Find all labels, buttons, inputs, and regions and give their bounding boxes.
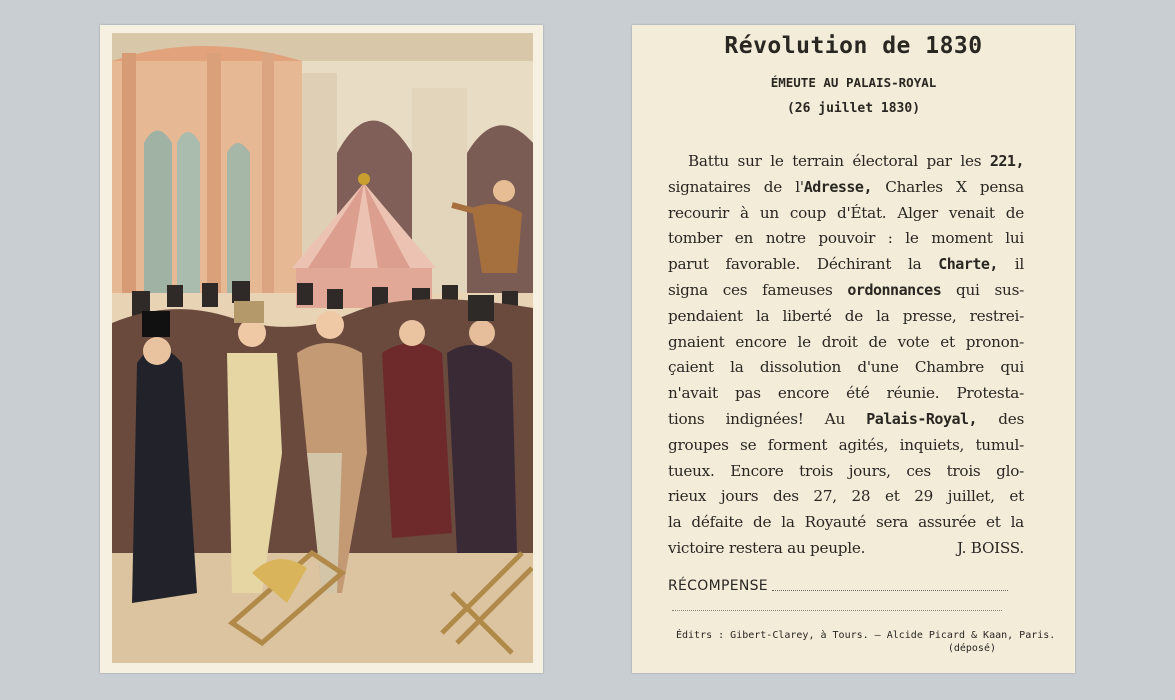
body-line: tions indignées! Au Palais-Royal, des: [668, 409, 1024, 428]
card-subtitle: ÉMEUTE AU PALAIS-ROYAL: [770, 75, 937, 90]
body-line: parut favorable. Déchirant la Charte, il: [668, 255, 1025, 274]
body-line: tomber en notre pouvoir : le moment lui: [668, 229, 1024, 248]
body-line: signa ces fameuses ordonnances qui sus-: [668, 280, 1024, 299]
body-line: recourir à un coup d'État. Alger venait de: [668, 203, 1024, 222]
reward-line: [668, 578, 1008, 594]
body-line: çaient la dissolution d'une Chambre qui: [668, 358, 1024, 377]
card-title: Révolution de 1830: [724, 33, 983, 59]
body-line: tueux. Encore trois jours, ces trois glo-: [668, 461, 1024, 480]
body-line: la défaite de la Royauté sera assurée et la: [668, 513, 1024, 532]
body-line: signataires de l'Adresse, Charles X pensa: [668, 177, 1024, 196]
body-line: n'avait pas encore été réunie. Protesta-: [668, 384, 1024, 403]
publisher-imprint: [676, 629, 1056, 655]
body-text: [668, 149, 1024, 562]
text-card: [632, 25, 1075, 673]
reward-dots: [772, 590, 1008, 591]
signature: J. BOISS.: [956, 538, 1024, 557]
deposit-mark: (déposé): [947, 643, 996, 654]
body-line: Battu sur le terrain électoral par les 221,: [688, 152, 1024, 170]
body-line: groupes se forment agités, inquiets, tumul-: [668, 435, 1024, 454]
reward-label: RÉCOMPENSE: [668, 578, 768, 594]
body-line: rieux jours des 27, 28 et 29 juillet, et: [668, 487, 1024, 506]
illustration-card: [100, 25, 543, 673]
publisher-line: Éditrs : Gibert-Clarey, à Tours. — Alcide Picard & Kaan, Paris.: [676, 630, 1056, 641]
body-line: gnaient encore le droit de vote et pronon-: [668, 332, 1024, 351]
body-line: victoire restera au peuple. J. BOISS.: [668, 536, 1024, 562]
card-date: (26 juillet 1830): [786, 101, 921, 116]
riot-illustration: [112, 33, 533, 663]
separator: [672, 610, 1002, 611]
body-line: pendaient la liberté de la presse, restrei-: [668, 306, 1024, 325]
